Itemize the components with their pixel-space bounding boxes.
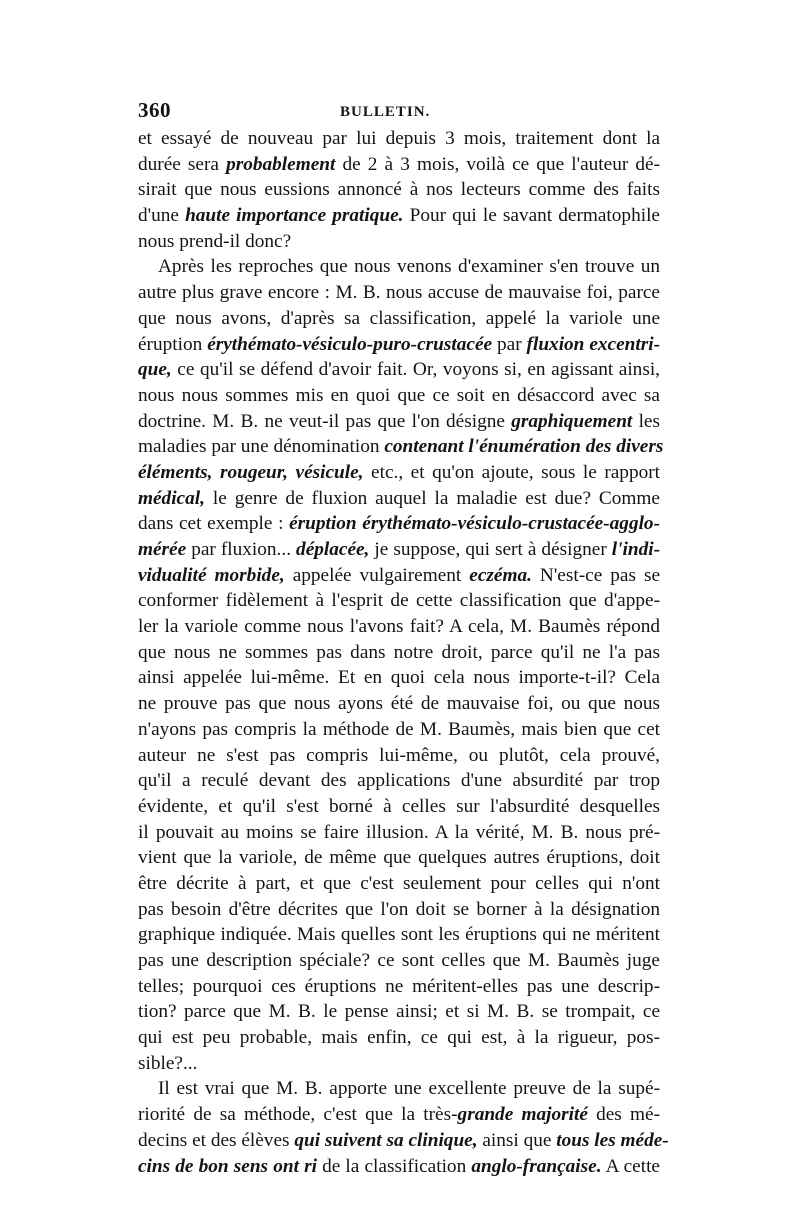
italic-run: mérée <box>138 539 187 560</box>
text-run: nous nous sommes mis en quoi que ce soit en désaccord avec sa <box>138 384 660 406</box>
text-run: être décrite à part, et que c'est seulement pour celles qui n'ont <box>138 872 660 894</box>
text-run: graphique indiquée. Mais quelles sont les éruptions qui ne méritent <box>138 924 660 946</box>
text-run: decins et des élèves <box>138 1129 295 1151</box>
text-line <box>138 434 664 460</box>
text-run: ce qu'il se défend d'avoir fait. Or, voyons si, en agissant ainsi, <box>171 359 660 381</box>
text-run: il pouvait au moins se faire illusion. A la vérité, M. B. nous pré- <box>138 821 660 843</box>
text-run: de la classification <box>316 1155 472 1177</box>
text-line <box>138 614 660 640</box>
text-line <box>138 665 660 691</box>
italic-run: contenant l'énumération des divers <box>384 436 664 458</box>
text-line <box>138 460 660 486</box>
italic-run: fluxion excentri- <box>526 333 661 355</box>
text-run: des mé- <box>587 1104 660 1126</box>
text-line <box>138 383 660 409</box>
text-run: sible?... <box>138 1052 198 1074</box>
italic-run: probablement <box>226 153 336 175</box>
text-line <box>138 254 660 280</box>
text-run: évidente, et qu'il s'est borné à celles sur l'absurdité desquelles <box>138 795 660 817</box>
text-run: riorité de sa méthode, c'est que la très- <box>138 1104 458 1126</box>
italic-run: eczéma. <box>469 564 532 586</box>
text-line <box>138 691 660 717</box>
text-run: ne prouve pas que nous ayons été de mauvaise foi, ou que nous <box>138 693 660 715</box>
text-line <box>138 1025 660 1051</box>
italic-run: médical, <box>138 487 205 509</box>
text-line <box>138 332 660 358</box>
text-line <box>138 229 660 255</box>
text-run: pas une description spéciale? ce sont celles que M. Baumès juge <box>138 950 660 971</box>
text-line <box>138 1102 660 1128</box>
text-run: Pour qui le savant dermatophile <box>403 205 660 227</box>
text-line <box>138 948 660 974</box>
text-line <box>138 511 660 537</box>
text-run: tion? parce que M. B. le pense ainsi; et si M. B. se trompait, ce <box>138 1001 660 1023</box>
italic-run: grande majorité <box>457 1104 588 1126</box>
italic-run: anglo-française. <box>471 1155 602 1177</box>
text-run: Après les reproches que nous venons d'examiner s'en trouve un <box>158 256 660 278</box>
text-run: pas besoin d'être décrites que l'on doit se borner à la désignation <box>138 898 660 920</box>
text-line <box>138 563 660 589</box>
page-header <box>138 98 662 128</box>
text-line <box>138 203 660 229</box>
text-line <box>138 409 660 435</box>
text-run: ainsi que <box>477 1129 557 1151</box>
text-run: appelée vulgairement <box>284 564 470 586</box>
text-run: que nous avons, d'après sa classification, appelé la variole une <box>138 307 660 329</box>
text-line <box>138 177 660 203</box>
text-line <box>138 588 660 614</box>
text-run: ler la variole comme nous l'avons fait? A cela, M. Baumès répond <box>138 616 660 638</box>
text-run: nous prend-il donc? <box>138 230 292 252</box>
italic-run: l'indi- <box>611 539 660 560</box>
text-line <box>138 922 660 948</box>
italic-run: graphiquement <box>511 410 633 432</box>
text-run: éruption <box>138 333 208 355</box>
italic-run: éléments, rougeur, vésicule, <box>138 461 364 483</box>
text-run: dans cet exemple : <box>138 513 290 535</box>
text-run: le genre de fluxion auquel la maladie est due? Comme <box>204 487 660 509</box>
text-run: maladies par une dénomination <box>138 436 385 458</box>
italic-run: érythémato-vésiculo-puro-crustacée <box>207 333 493 355</box>
italic-run: vidualité morbide, <box>138 564 285 586</box>
italic-run: tous les méde- <box>556 1129 669 1151</box>
text-run: les <box>632 410 660 432</box>
italic-run: déplacée, <box>296 539 370 560</box>
body-text <box>138 126 669 1179</box>
running-head: BULLETIN. <box>340 104 431 120</box>
text-line <box>138 640 660 666</box>
text-line <box>138 768 660 794</box>
text-run: telles; pourquoi ces éruptions ne méritent-elles pas une descrip- <box>138 975 660 997</box>
text-run: N'est-ce pas se <box>531 564 661 586</box>
text-run: durée sera <box>138 153 227 175</box>
page-number: 360 <box>138 98 171 122</box>
italic-run: éruption érythémato-vésiculo-crustacée-agglo- <box>289 513 660 535</box>
text-run: de 2 à 3 mois, voilà ce que l'auteur dé- <box>335 153 660 175</box>
text-line <box>138 152 660 178</box>
text-line <box>138 999 660 1025</box>
text-run: etc., et qu'on ajoute, sous le rapport <box>363 461 660 483</box>
text-run: par fluxion... <box>186 539 297 560</box>
text-run: par <box>492 333 527 355</box>
text-line <box>138 537 660 563</box>
text-run: sirait que nous eussions annoncé à nos lecteurs comme des faits <box>138 179 660 201</box>
text-run: je suppose, qui sert à désigner <box>369 539 612 560</box>
text-line <box>138 743 660 769</box>
text-line <box>138 357 660 383</box>
text-line <box>138 306 660 332</box>
text-line <box>138 871 660 897</box>
text-run: n'ayons pas compris la méthode de M. Baumès, mais bien que cet <box>138 718 660 740</box>
text-line <box>138 486 660 512</box>
text-run: d'une <box>138 205 186 227</box>
text-line <box>138 820 660 846</box>
text-line <box>138 1051 660 1077</box>
italic-run: haute importance pratique. <box>185 205 404 227</box>
text-run: auteur ne s'est pas compris lui-même, ou plutôt, cela prouvé, <box>138 744 660 766</box>
text-run: ainsi appelée lui-même. Et en quoi cela nous importe-t-il? Cela <box>138 667 660 689</box>
text-line <box>138 897 660 923</box>
text-line <box>138 280 660 306</box>
text-line <box>138 717 660 743</box>
text-line <box>138 845 660 871</box>
text-line <box>138 1128 669 1154</box>
text-run: qui est peu probable, mais enfin, ce qui est, à la rigueur, pos- <box>138 1027 660 1049</box>
text-line <box>138 1076 660 1102</box>
text-run: doctrine. M. B. ne veut-il pas que l'on désigne <box>138 410 512 432</box>
text-line <box>138 1154 660 1180</box>
text-run: que nous ne sommes pas dans notre droit, parce qu'il ne l'a pas <box>138 641 660 663</box>
text-run: autre plus grave encore : M. B. nous accuse de mauvaise foi, parce <box>138 282 660 304</box>
text-run: qu'il a reculé devant des applications d'une absurdité par trop <box>138 770 660 792</box>
italic-run: qui suivent sa clinique, <box>294 1129 478 1151</box>
text-line <box>138 126 660 152</box>
text-run: vient que la variole, de même que quelques autres éruptions, doit <box>138 847 660 869</box>
text-line <box>138 794 660 820</box>
text-run: A cette <box>601 1155 660 1177</box>
text-run: et essayé de nouveau par lui depuis 3 mois, traitement dont la <box>138 128 660 149</box>
italic-run: cins de bon sens ont ri <box>138 1155 317 1177</box>
text-line <box>138 974 660 1000</box>
italic-run: que, <box>138 359 172 381</box>
text-run: conformer fidèlement à l'esprit de cette classification que d'appe- <box>138 590 660 612</box>
text-run: Il est vrai que M. B. apporte une excellente preuve de la supé- <box>158 1078 660 1100</box>
